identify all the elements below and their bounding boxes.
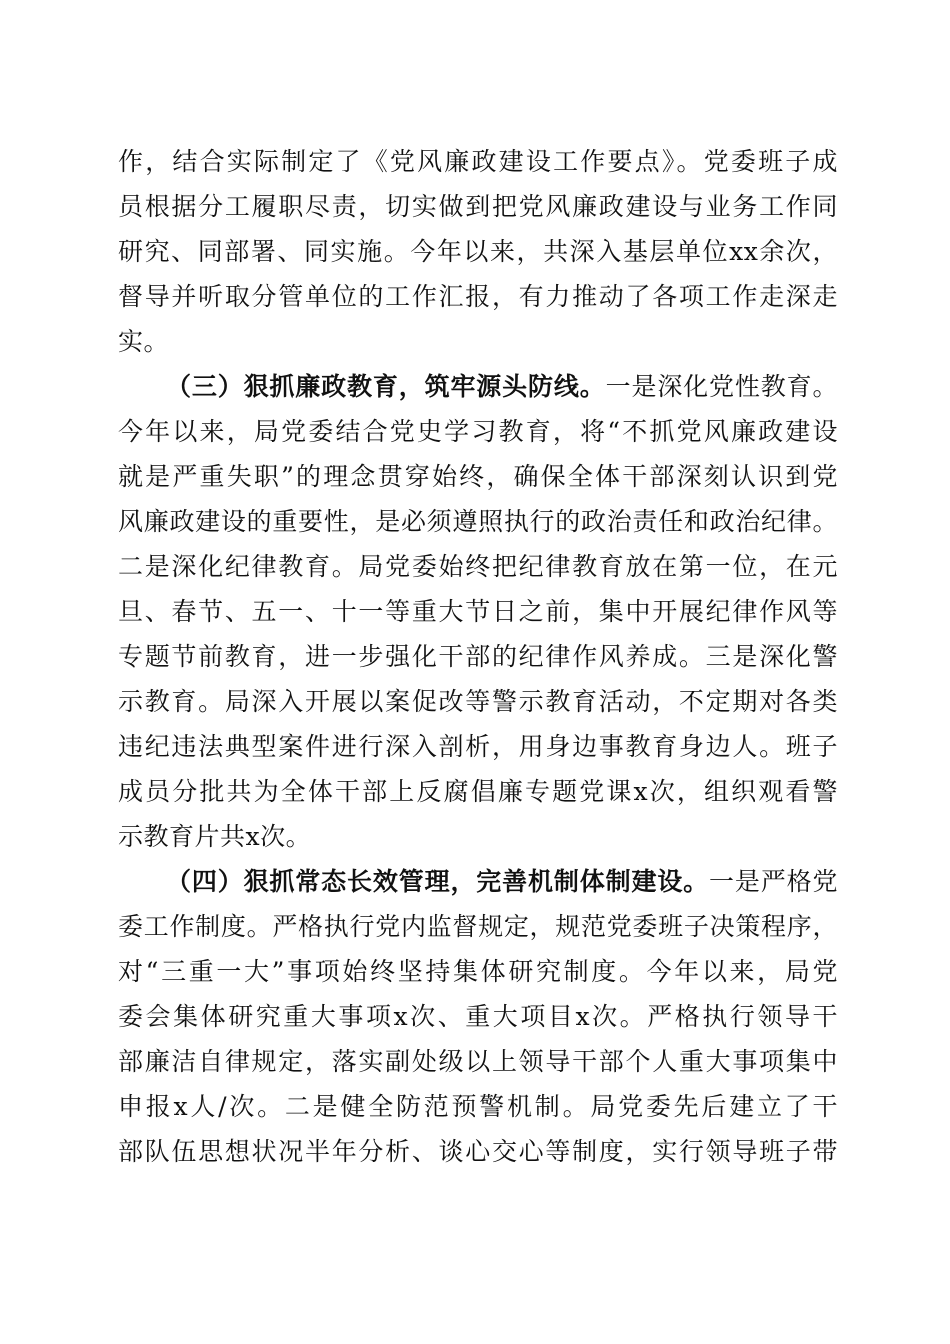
text-line: 就是严重失职”的理念贯穿始终，确保全体干部深刻认识到党 — [118, 462, 838, 491]
text-line: 示教育。局深入开展以案促改等警示教育活动，不定期对各类 — [118, 687, 838, 716]
text-line: 风廉政建设的重要性，是必须遵照执行的政治责任和政治纪律。 — [118, 507, 838, 536]
text-line: 委会集体研究重大事项x次、重大项目x次。严格执行领导干 — [118, 1002, 838, 1031]
paragraph-first-line — [166, 365, 838, 409]
text-line: 旦、春节、五一、十一等重大节日之前，集中开展纪律作风等 — [118, 597, 838, 626]
text-line: 专题节前教育，进一步强化干部的纪律作风养成。三是深化警 — [118, 642, 838, 671]
text-line: 今年以来，局党委结合党史学习教育，将“不抓党风廉政建设 — [118, 417, 838, 446]
text-line: 督导并听取分管单位的工作汇报，有力推动了各项工作走深走 — [118, 282, 838, 311]
text-line: 二是深化纪律教育。局党委始终把纪律教育放在第一位，在元 — [118, 552, 838, 581]
text-line: 示教育片共x次。 — [118, 822, 312, 851]
heading-line-rest: 一是严格党 — [709, 867, 838, 896]
text-line: 成员分批共为全体干部上反腐倡廉专题党课x次，组织观看警 — [118, 777, 838, 806]
text-line: 申报x人/次。二是健全防范预警机制。局党委先后建立了干 — [118, 1092, 838, 1121]
text-line: 部队伍思想状况半年分析、谈心交心等制度，实行领导班子带 — [118, 1137, 838, 1166]
text-line: 员根据分工履职尽责，切实做到把党风廉政建设与业务工作同 — [118, 192, 838, 221]
text-line: 作，结合实际制定了《党风廉政建设工作要点》。党委班子成 — [118, 147, 838, 176]
heading-line-rest: 一是深化党性教育。 — [605, 372, 838, 401]
text-line: 对“三重一大”事项始终坚持集体研究制度。今年以来，局党 — [118, 957, 838, 986]
text-line: 部廉洁自律规定，落实副处级以上领导干部个人重大事项集中 — [118, 1047, 838, 1076]
text-line: 研究、同部署、同实施。今年以来，共深入基层单位xx余次， — [118, 237, 838, 266]
paragraph-first-line — [166, 860, 838, 904]
section-heading: （四）狠抓常态长效管理，完善机制体制建设。 — [166, 867, 710, 896]
section-heading: （三）狠抓廉政教育，筑牢源头防线。 — [166, 372, 606, 401]
text-line: 违纪违法典型案件进行深入剖析，用身边事教育身边人。班子 — [118, 732, 838, 761]
text-line: 实。 — [118, 327, 170, 356]
text-line: 委工作制度。严格执行党内监督规定，规范党委班子决策程序， — [118, 912, 838, 941]
